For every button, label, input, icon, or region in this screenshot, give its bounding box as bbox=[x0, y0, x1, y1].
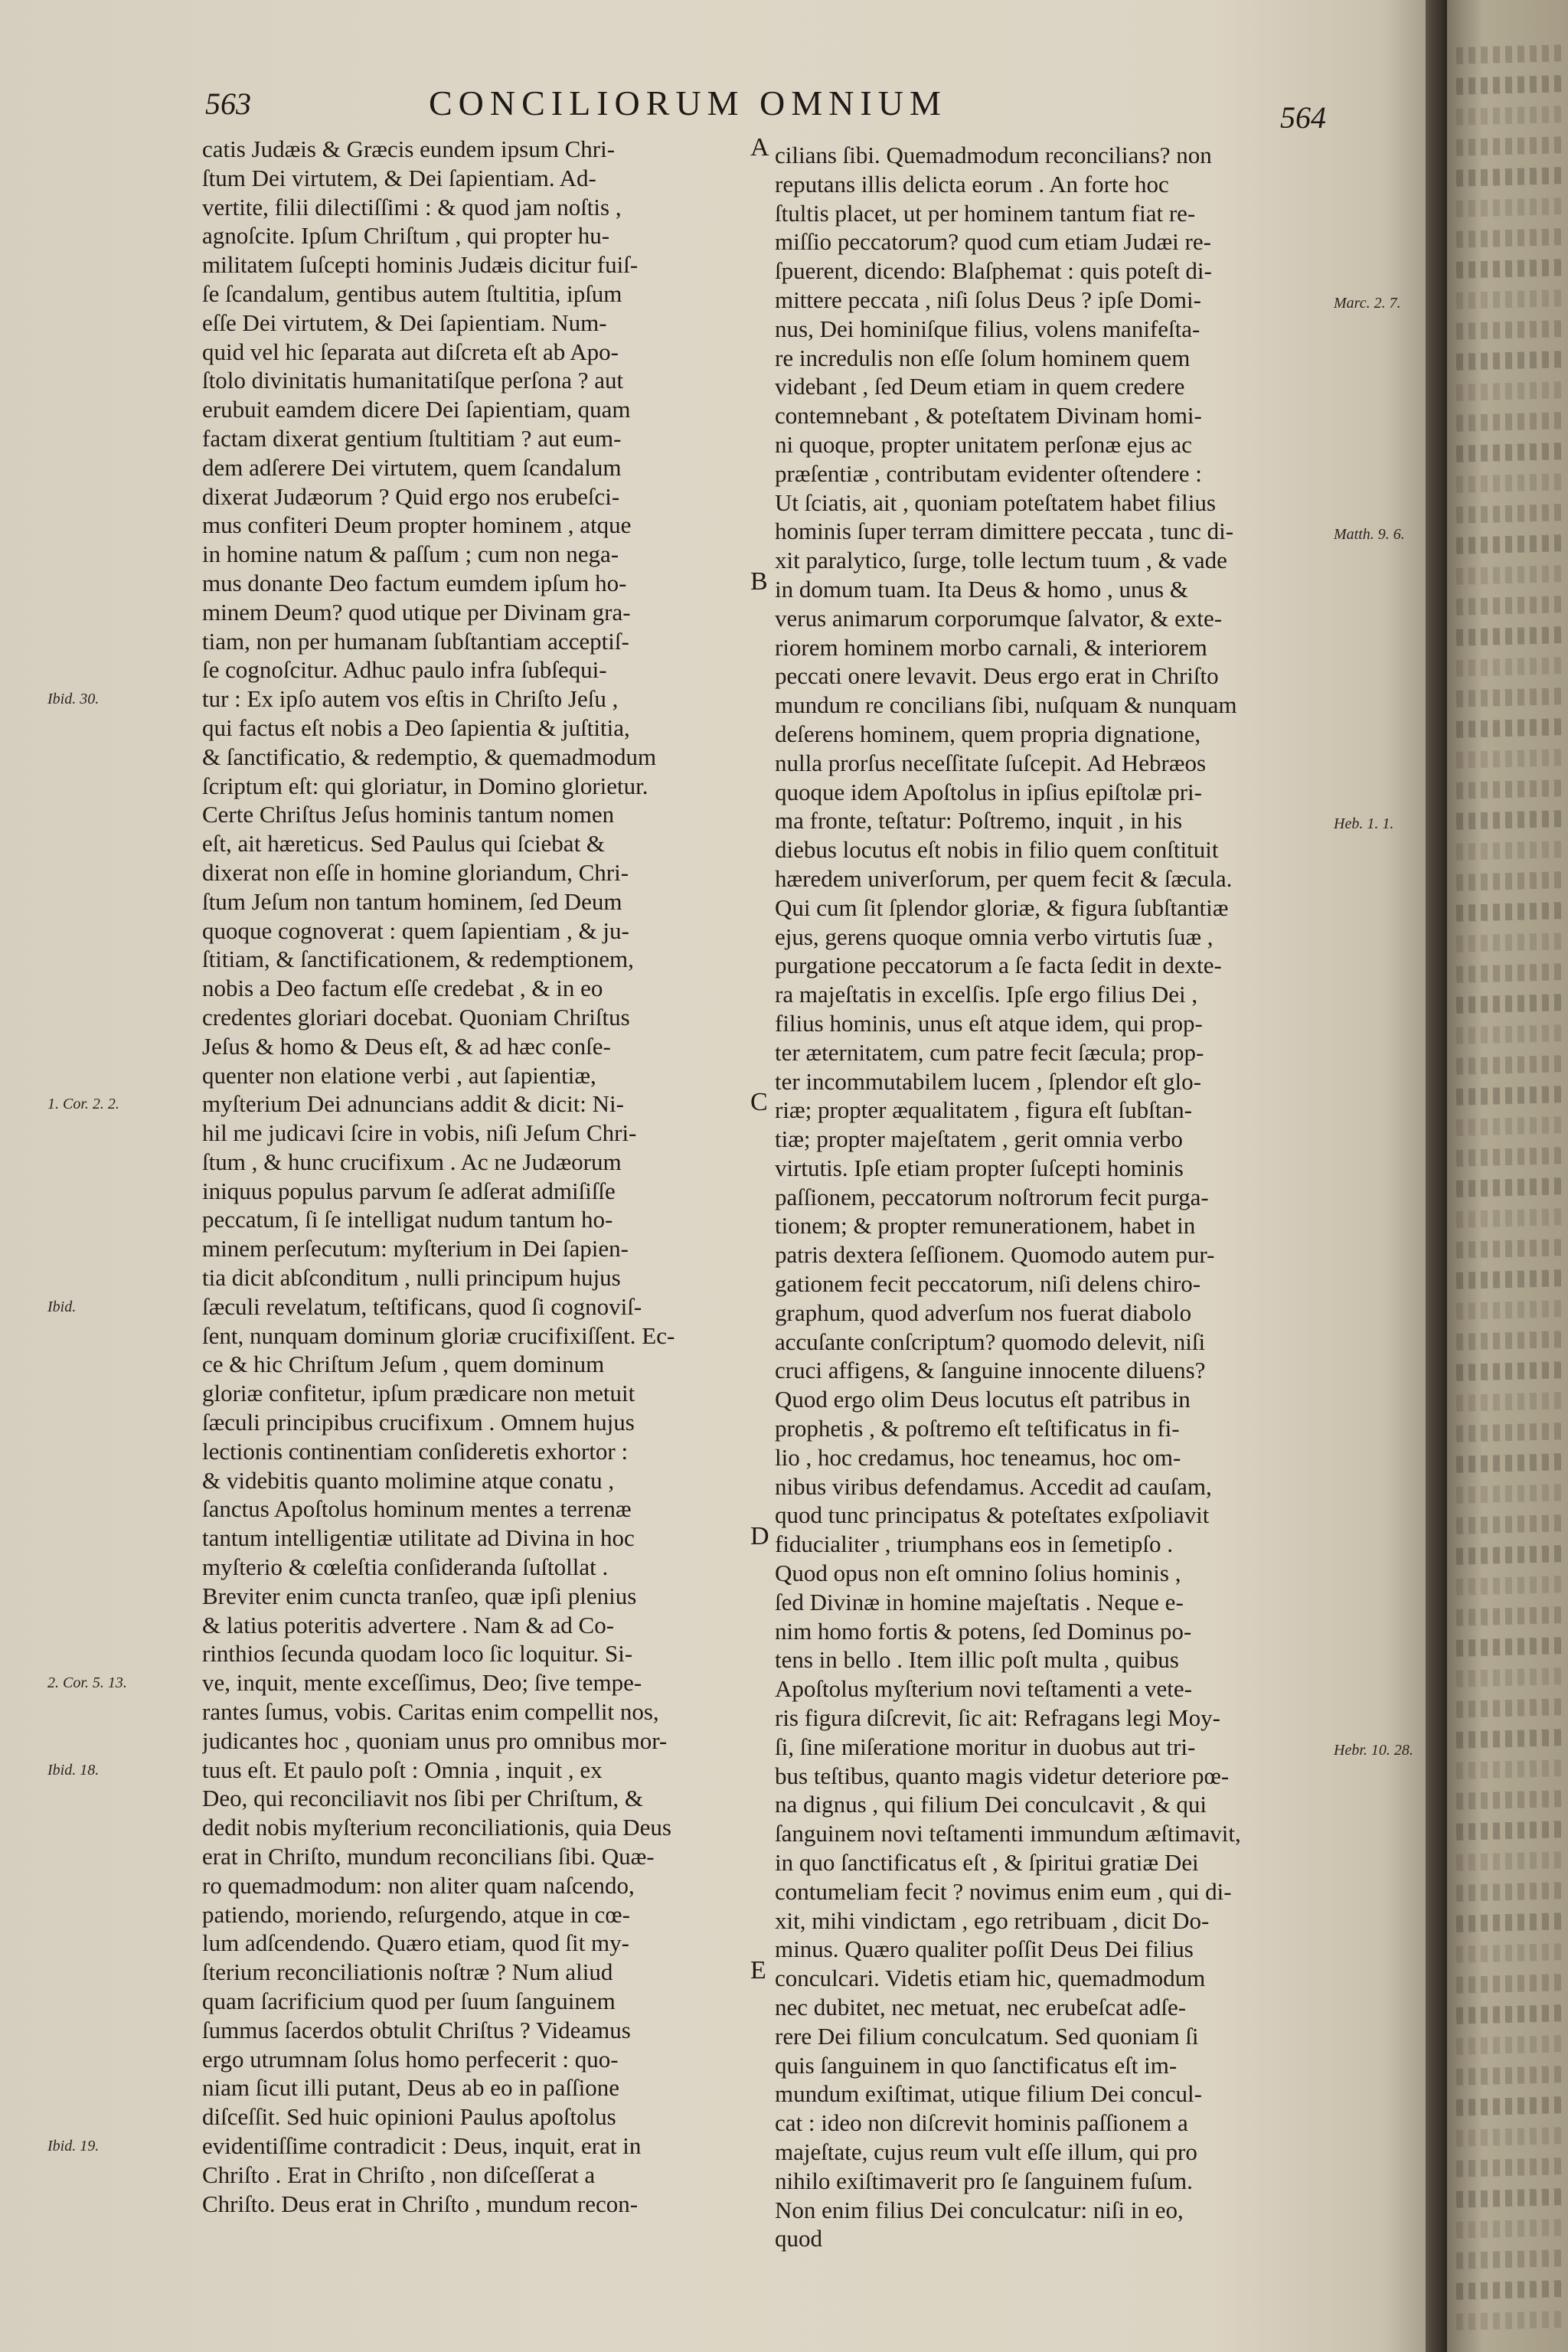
text-line: lum adſcendendo. Quæro etiam, quod ſit my- bbox=[202, 1929, 629, 1957]
facing-page-text-trace bbox=[1456, 2188, 1564, 2208]
text-line: ter æternitatem, cum patre fecit ſæcula; prop- bbox=[775, 1038, 1204, 1066]
facing-page-text-trace bbox=[1456, 1698, 1564, 1718]
text-line: Quod opus non eſt omnino ſolius hominis , bbox=[775, 1560, 1181, 1587]
text-line: rinthios ſecunda quodam loco ſic loquitur. Si- bbox=[202, 1640, 633, 1668]
facing-page-text-trace bbox=[1456, 2127, 1564, 2147]
text-line: tantum intelligentiæ utilitate ad Divina in hoc bbox=[202, 1524, 635, 1552]
facing-page-text-trace bbox=[1456, 534, 1564, 554]
section-marker-letter: D bbox=[750, 1522, 769, 1551]
facing-page-text-trace bbox=[1456, 565, 1564, 585]
margin-citation: 2. Cor. 5. 13. bbox=[47, 1674, 127, 1692]
facing-page-edge bbox=[1447, 0, 1568, 2352]
facing-page-text-trace bbox=[1456, 289, 1564, 309]
text-line: cilians ſibi. Quemadmodum reconcilians? non bbox=[775, 142, 1212, 168]
facing-page-text-trace bbox=[1456, 381, 1564, 401]
facing-page-text-trace bbox=[1456, 963, 1564, 983]
text-line: nim homo fortis & potens, ſed Dominus po- bbox=[775, 1617, 1192, 1645]
text-line: na dignus , qui filium Dei conculcavit , & qui bbox=[775, 1791, 1207, 1818]
facing-page-text-trace bbox=[1456, 2096, 1564, 2116]
facing-page-text-trace bbox=[1456, 1851, 1564, 1871]
facing-page-text-trace bbox=[1456, 1514, 1564, 1534]
text-line: ſpuerent, dicendo: Blaſphemat : quis poteſt di- bbox=[775, 257, 1212, 285]
text-line: patris dextera ſeſſionem. Quomodo autem pur- bbox=[775, 1241, 1215, 1269]
facing-page-text-trace bbox=[1456, 1453, 1564, 1473]
text-line: & videbitis quanto molimine atque conatu , bbox=[202, 1466, 615, 1494]
text-line: rantes ſumus, vobis. Caritas enim compellit nos, bbox=[202, 1698, 659, 1726]
facing-page-text-trace bbox=[1456, 136, 1564, 156]
text-line: myſterio & cœleſtia conſideranda ſuſtollat . bbox=[202, 1553, 609, 1581]
facing-page-text-trace bbox=[1456, 1269, 1564, 1289]
text-line: minem perſecutum: myſterium in Dei ſapien- bbox=[202, 1235, 629, 1263]
facing-page-text-trace bbox=[1456, 1423, 1564, 1442]
facing-page-text-trace bbox=[1456, 259, 1564, 279]
facing-page-text-trace bbox=[1456, 473, 1564, 493]
text-line: quam ſacrificium quod per ſuum ſanguinem bbox=[202, 1988, 616, 2014]
text-line: majeſtate, cujus reum vult eſſe illum, qui pro bbox=[775, 2138, 1197, 2165]
text-line: patiendo, moriendo, reſurgendo, atque in cœ- bbox=[202, 1900, 630, 1928]
text-line: dixerat Judæorum ? Quid ergo nos erubeſci- bbox=[202, 482, 620, 510]
margin-citation: Hebr. 10. 28. bbox=[1334, 1742, 1413, 1759]
text-line: ris figura diſcrevit, ſic ait: Refragans legi Moy- bbox=[775, 1704, 1220, 1732]
text-line: cruci affigens, & ſanguine innocente diluens? bbox=[775, 1357, 1206, 1384]
text-line: tiæ; propter majeſtatem , gerit omnia verbo bbox=[775, 1125, 1183, 1153]
text-line: accuſante conſcriptum? quomodo delevit, niſi bbox=[775, 1328, 1206, 1355]
text-line: erat in Chriſto, mundum reconcilians ſibi. Quæ- bbox=[202, 1843, 655, 1870]
text-line: lio , hoc credamus, hoc teneamus, hoc om- bbox=[775, 1443, 1181, 1471]
facing-page-text-trace bbox=[1456, 106, 1564, 126]
text-line: ſterium reconciliationis noſtræ ? Num aliud bbox=[202, 1958, 613, 1986]
text-line: quoque idem Apoſtolus in ipſius epiſtolæ pri- bbox=[775, 778, 1202, 805]
page-number-right: 564 bbox=[1280, 100, 1326, 135]
text-line: niam ſicut illi putant, Deus ab eo in paſſione bbox=[202, 2074, 619, 2102]
margin-citation: Marc. 2. 7. bbox=[1334, 295, 1401, 312]
text-line: & latius poteritis advertere . Nam & ad Co- bbox=[202, 1611, 615, 1638]
facing-page-text-trace bbox=[1456, 1147, 1564, 1167]
text-line: ra majeſtatis in excelſis. Ipſe ergo filius Dei , bbox=[775, 981, 1198, 1008]
text-line: Breviter enim cuncta tranſeo, quæ ipſi plenius bbox=[202, 1582, 637, 1609]
text-line: ſanguinem novi teſtamenti immundum æſtimavit, bbox=[775, 1820, 1241, 1847]
text-line: conculcari. Videtis etiam hic, quemadmodum bbox=[775, 1965, 1206, 1992]
margin-citation: 1. Cor. 2. 2. bbox=[47, 1096, 119, 1113]
text-line: tia dicit abſconditum , nulli principum hujus bbox=[202, 1264, 621, 1292]
margin-citation: Heb. 1. 1. bbox=[1334, 815, 1394, 833]
text-line: ſe ſcandalum, gentibus autem ſtultitia, ipſum bbox=[202, 279, 622, 307]
facing-page-text-trace bbox=[1456, 1821, 1564, 1841]
text-line: judicantes hoc , quoniam unus pro omnibus mor- bbox=[202, 1726, 668, 1754]
facing-page-text-trace bbox=[1456, 2311, 1564, 2331]
facing-page-text-trace bbox=[1456, 1606, 1564, 1626]
facing-page-text-trace bbox=[1456, 1361, 1564, 1381]
facing-page-text-trace bbox=[1456, 841, 1564, 861]
text-line: dem adſerere Dei virtutem, quem ſcandalum bbox=[202, 453, 622, 481]
facing-page-text-trace bbox=[1456, 688, 1564, 707]
facing-page-text-trace bbox=[1456, 351, 1564, 371]
facing-page-text-trace bbox=[1456, 2280, 1564, 2300]
text-line: minus. Quæro qualiter poſſit Deus Dei filius bbox=[775, 1936, 1194, 1963]
text-line: credentes gloriari docebat. Quoniam Chriſtus bbox=[202, 1003, 630, 1031]
text-line: nobis a Deo factum eſſe credebat , & in eo bbox=[202, 975, 603, 1002]
facing-page-text-trace bbox=[1456, 320, 1564, 340]
text-line: & ſanctificatio, & redemptio, & quemadmodum bbox=[202, 743, 657, 770]
facing-page-text-trace bbox=[1456, 1637, 1564, 1657]
facing-page-text-trace bbox=[1456, 994, 1564, 1014]
text-line: peccatum, ſi ſe intelligat nudum tantum ho- bbox=[202, 1206, 613, 1233]
text-line: nus, Dei hominiſque filius, volens manifeſta- bbox=[775, 315, 1200, 342]
text-line: hæredem univerſorum, per quem fecit & ſæcula. bbox=[775, 864, 1233, 892]
text-line: xit paralytico, ſurge, tolle lectum tuum , & vade bbox=[775, 547, 1227, 574]
text-line: ma fronte, teſtatur: Poſtremo, inquit , in his bbox=[775, 807, 1183, 835]
facing-page-text-trace bbox=[1456, 1178, 1564, 1197]
text-line: tur : Ex ipſo autem vos eſtis in Chriſto Jeſu , bbox=[202, 685, 619, 713]
text-line: peccati onere levavit. Deus ergo erat in Chriſto bbox=[775, 662, 1219, 690]
facing-page-text-trace bbox=[1456, 504, 1564, 524]
text-line: verus animarum corporumque ſalvator, & exte- bbox=[775, 604, 1223, 632]
text-line: virtutis. Ipſe etiam propter ſuſcepti hominis bbox=[775, 1154, 1184, 1181]
text-line: quod tunc principatus & poteſtates exſpoliavit bbox=[775, 1501, 1210, 1529]
left-text-column bbox=[202, 135, 747, 2218]
facing-page-text-trace bbox=[1456, 412, 1564, 432]
facing-page-text-trace bbox=[1456, 1913, 1564, 1932]
text-line: in quo ſanctificatus eſt , & ſpiritui gratiæ Dei bbox=[775, 1849, 1199, 1877]
text-line: nulla prorſus neceſſitate ſuſcepit. Ad Hebræos bbox=[775, 749, 1207, 776]
text-line: Quod ergo olim Deus locutus eſt patribus in bbox=[775, 1386, 1191, 1413]
facing-page-text-trace bbox=[1456, 2004, 1564, 2024]
text-line: tens in bello . Item illic poſt multa , quibus bbox=[775, 1646, 1179, 1674]
facing-page-text-trace bbox=[1456, 779, 1564, 799]
margin-citation: Ibid. 30. bbox=[47, 691, 100, 708]
text-line: quenter non elatione verbi , aut ſapientiæ, bbox=[202, 1061, 596, 1089]
text-line: miſſio peccatorum? quod cum etiam Judæi re- bbox=[775, 228, 1211, 256]
text-line: ni quoque, propter unitatem perſonæ ejus ac bbox=[775, 430, 1192, 458]
text-line: gationem fecit peccatorum, niſi delens chiro- bbox=[775, 1270, 1201, 1298]
text-line: ſtum , & hunc crucifixum . Ac ne Judæorum bbox=[202, 1148, 622, 1175]
facing-page-text-trace bbox=[1456, 443, 1564, 462]
text-line: ſe cognoſcitur. Adhuc paulo infra ſubſequi- bbox=[202, 656, 607, 684]
section-marker-letter: A bbox=[750, 133, 769, 162]
text-line: ſtum Jeſum non tantum hominem, ſed Deum bbox=[202, 887, 622, 915]
text-line: ſæculi principibus crucifixum . Omnem hujus bbox=[202, 1409, 635, 1436]
margin-citation: Ibid. 19. bbox=[47, 2138, 100, 2155]
text-line: re incredulis non eſſe ſolum hominem quem bbox=[775, 344, 1191, 371]
text-line: filius hominis, unus eſt atque idem, qui prop- bbox=[775, 1009, 1203, 1037]
text-line: ſtultis placet, ut per hominem tantum fiat re- bbox=[775, 199, 1196, 227]
facing-page-text-trace bbox=[1456, 1729, 1564, 1749]
text-line: catis Judæis & Græcis eundem ipsum Chri- bbox=[202, 136, 616, 162]
page-number-left: 563 bbox=[205, 87, 251, 121]
text-line: nec dubitet, nec metuat, nec erubeſcat adſe- bbox=[775, 1994, 1187, 2020]
facing-page-text-trace bbox=[1456, 1239, 1564, 1259]
text-line: erubuit eamdem dicere Dei ſapientiam, quam bbox=[202, 396, 631, 423]
text-line: Ut ſciatis, ait , quoniam poteſtatem habet filius bbox=[775, 488, 1216, 516]
text-line: hil me judicavi ſcire in vobis, niſi Jeſum Chri- bbox=[202, 1119, 637, 1147]
text-line: hominis ſuper terram dimittere peccata , tunc di- bbox=[775, 518, 1234, 545]
facing-page-text-trace bbox=[1456, 228, 1564, 248]
text-line: ergo utrumnam ſolus homo perfecerit : quo- bbox=[202, 2045, 619, 2073]
facing-page-text-trace bbox=[1456, 1208, 1564, 1228]
text-line: ſent, nunquam dominum gloriæ crucifixiſſent. Ec- bbox=[202, 1321, 675, 1349]
text-line: ro quemadmodum: non aliter quam naſcendo, bbox=[202, 1871, 635, 1899]
text-line: evidentiſſime contradicit : Deus, inquit, erat in bbox=[202, 2132, 642, 2159]
text-line: qui factus eſt nobis a Deo ſapientia & juſtitia, bbox=[202, 714, 630, 741]
text-line: prophetis , & poſtremo eſt teſtificatus in fi- bbox=[775, 1415, 1180, 1442]
text-line: Certe Chriſtus Jeſus hominis tantum nomen bbox=[202, 801, 615, 828]
text-line: quod bbox=[775, 2225, 822, 2252]
text-line: ſæculi revelatum, teſtificans, quod ſi cognoviſ- bbox=[202, 1292, 642, 1320]
facing-page-text-trace bbox=[1456, 718, 1564, 738]
text-line: Chriſto . Erat in Chriſto , non diſceſſerat a bbox=[202, 2161, 596, 2188]
text-line: Chriſto. Deus erat in Chriſto , mundum recon- bbox=[202, 2190, 639, 2217]
text-line: reputans illis delicta eorum . An forte hoc bbox=[775, 170, 1169, 198]
text-line: bus teſtibus, quanto magis videtur deteriore pœ- bbox=[775, 1762, 1230, 1789]
text-line: tuus eſt. Et paulo poſt : Omnia , inquit , ex bbox=[202, 1756, 603, 1783]
facing-page-text-trace bbox=[1456, 1300, 1564, 1320]
text-line: diebus locutus eſt nobis in filio quem conſtituit bbox=[775, 836, 1219, 864]
facing-page-text-trace bbox=[1456, 44, 1564, 64]
text-line: eſt, ait hæreticus. Sed Paulus qui ſciebat & bbox=[202, 830, 606, 858]
text-line: agnoſcite. Ipſum Chriſtum , qui propter hu- bbox=[202, 222, 610, 250]
facing-page-text-trace bbox=[1456, 933, 1564, 952]
text-line: contumeliam fecit ? novimus enim eum , qui di- bbox=[775, 1877, 1232, 1905]
text-line: lectionis continentiam conſideretis exhortor : bbox=[202, 1437, 629, 1465]
facing-page-text-trace bbox=[1456, 1882, 1564, 1902]
text-line: Apoſtolus myſterium novi teſtamenti a vete- bbox=[775, 1675, 1192, 1703]
text-line: mus donante Deo factum eumdem ipſum ho- bbox=[202, 569, 627, 596]
text-line: quid vel hic ſeparata aut diſcreta eſt ab Apo- bbox=[202, 338, 619, 365]
text-line: militatem ſuſcepti hominis Judæis dicitur fuiſ- bbox=[202, 251, 639, 279]
section-marker-letter: E bbox=[750, 1956, 766, 1985]
text-line: ſanctus Apoſtolus hominum mentes a terrenæ bbox=[202, 1495, 632, 1523]
facing-page-text-trace bbox=[1456, 596, 1564, 616]
text-line: contemnebant , & poteſtatem Divinam homi- bbox=[775, 402, 1202, 430]
margin-citation: Ibid. bbox=[47, 1298, 77, 1315]
text-line: graphum, quod adverſum nos fuerat diabolo bbox=[775, 1298, 1192, 1326]
facing-page-text-trace bbox=[1456, 2066, 1564, 2086]
text-line: tionem; & propter remunerationem, habet in bbox=[775, 1212, 1196, 1240]
text-line: ejus, gerens quoque omnia verbo virtutis ſuæ , bbox=[775, 923, 1214, 950]
running-title: CONCILIORUM OMNIUM bbox=[429, 83, 947, 122]
facing-page-text-trace bbox=[1456, 2249, 1564, 2269]
text-line: purgatione peccatorum a ſe facta ſedit in dexte- bbox=[775, 952, 1222, 979]
text-line: ſtolo divinitatis humanitatiſque perſona ? aut bbox=[202, 367, 624, 394]
text-line: nibus viribus defendamus. Accedit ad cauſam, bbox=[775, 1472, 1212, 1500]
facing-page-text-trace bbox=[1456, 657, 1564, 677]
facing-page-text-trace bbox=[1456, 1943, 1564, 1963]
right-text-column bbox=[775, 141, 1328, 2253]
facing-page-text-trace bbox=[1456, 1392, 1564, 1412]
text-line: mundum exiſtimat, utique filium Dei concul- bbox=[775, 2080, 1202, 2108]
text-line: fiducialiter , triumphans eos in ſemetipſo . bbox=[775, 1530, 1173, 1558]
margin-citation: Matth. 9. 6. bbox=[1334, 526, 1405, 544]
text-line: Jeſus & homo & Deus eſt, & ad hæc conſe- bbox=[202, 1032, 611, 1060]
text-line: ve, inquit, mente exceſſimus, Deo; ſive tempe- bbox=[202, 1669, 642, 1697]
text-line: paſſionem, peccatorum noſtrorum fecit purga- bbox=[775, 1183, 1209, 1210]
text-line: mittere peccata , niſi ſolus Deus ? ipſe Domi- bbox=[775, 286, 1201, 313]
text-line: Non enim filius Dei conculcatur: niſi in eo, bbox=[775, 2196, 1184, 2223]
facing-page-text-trace bbox=[1456, 626, 1564, 646]
text-line: præſentiæ , contributam evidenter oſtendere : bbox=[775, 459, 1202, 487]
text-line: ſed Divinæ in homine majeſtatis . Neque e- bbox=[775, 1588, 1184, 1615]
text-line: Deo, qui reconciliavit nos ſibi per Chriſtum, & bbox=[202, 1785, 643, 1812]
facing-page-text-trace bbox=[1456, 871, 1564, 891]
text-line: mundum re concilians ſibi, nuſquam & nunquam bbox=[775, 691, 1237, 719]
text-line: diſceſſit. Sed huic opinioni Paulus apoſtolus bbox=[202, 2103, 616, 2131]
text-line: ter incommutabilem lucem , ſplendor eſt glo- bbox=[775, 1067, 1201, 1095]
facing-page-text-trace bbox=[1456, 2035, 1564, 2055]
facing-page-text-trace bbox=[1456, 1086, 1564, 1106]
facing-page-text-trace bbox=[1456, 1576, 1564, 1596]
section-marker-letter: C bbox=[750, 1088, 768, 1117]
facing-page-text-trace bbox=[1456, 75, 1564, 95]
text-line: factam dixerat gentium ſtultitiam ? aut eum- bbox=[202, 424, 622, 452]
margin-citation: Ibid. 18. bbox=[47, 1761, 100, 1779]
facing-page-text-trace bbox=[1456, 2219, 1564, 2239]
facing-page-text-trace bbox=[1456, 167, 1564, 187]
text-line: mus confiteri Deum propter hominem , atque bbox=[202, 511, 632, 539]
text-line: xit, mihi vindictam , ego retribuam , dicit Do- bbox=[775, 1906, 1210, 1934]
facing-page-text-trace bbox=[1456, 1055, 1564, 1075]
book-gutter bbox=[1426, 0, 1447, 2352]
facing-page-text-trace bbox=[1456, 1759, 1564, 1779]
facing-page-text-trace bbox=[1456, 1024, 1564, 1044]
facing-page-text-trace bbox=[1456, 2158, 1564, 2177]
text-line: iniquus populus parvum ſe adſerat admiſiſſe bbox=[202, 1177, 616, 1204]
facing-page-text-trace bbox=[1456, 902, 1564, 922]
text-line: ſcriptum eſt: qui gloriatur, in Domino glorietur. bbox=[202, 772, 648, 799]
text-line: riorem hominem morbo carnali, & interiorem bbox=[775, 633, 1207, 661]
text-line: deſerens hominem, quem propria dignatione, bbox=[775, 720, 1201, 747]
text-line: eſſe Dei virtutem, & Dei ſapientiam. Num- bbox=[202, 309, 607, 336]
text-line: cat : ideo non diſcrevit hominis paſſionem a bbox=[775, 2109, 1188, 2137]
text-line: dedit nobis myſterium reconciliationis, quia Deus bbox=[202, 1814, 671, 1841]
facing-page-text-trace bbox=[1456, 810, 1564, 830]
text-line: riæ; propter æqualitatem , figura eſt ſubſtan- bbox=[775, 1096, 1192, 1124]
facing-page-text-trace bbox=[1456, 198, 1564, 217]
text-line: nihilo exiſtimaverit pro ſe ſanguinem fuſum. bbox=[775, 2167, 1193, 2194]
text-line: myſterium Dei adnuncians addit & dicit: Ni- bbox=[202, 1090, 624, 1118]
text-line: ſtum Dei virtutem, & Dei ſapientiam. Ad- bbox=[202, 164, 596, 191]
text-line: rere Dei filium conculcatum. Sed quoniam ſi bbox=[775, 2022, 1199, 2050]
facing-page-text-trace bbox=[1456, 1331, 1564, 1351]
text-line: quis ſanguinem in quo ſanctificatus eſt im- bbox=[775, 2051, 1178, 2079]
text-line: videbant , ſed Deum etiam in quem credere bbox=[775, 373, 1185, 400]
text-line: vertite, filii dilectiſſimi : & quod jam noſtis , bbox=[202, 193, 622, 220]
text-line: ſummus ſacerdos obtulit Chriſtus ? Videamus bbox=[202, 2016, 631, 2043]
text-line: ſtitiam, & ſanctificationem, & redemptionem, bbox=[202, 946, 634, 973]
text-line: ſi, ſine miſeratione moritur in duobus aut tri- bbox=[775, 1733, 1196, 1760]
facing-page-text-trace bbox=[1456, 1116, 1564, 1136]
text-line: in homine natum & paſſum ; cum non nega- bbox=[202, 541, 619, 568]
section-marker-letter: B bbox=[750, 567, 768, 596]
text-line: minem Deum? quod utique per Divinam gra- bbox=[202, 598, 631, 626]
text-line: ce & hic Chriſtum Jeſum , quem dominum bbox=[202, 1351, 605, 1378]
text-line: in domum tuam. Ita Deus & homo , unus & bbox=[775, 575, 1188, 603]
text-line: gloriæ confitetur, ipſum prædicare non metuit bbox=[202, 1380, 635, 1407]
text-line: quoque cognoverat : quem ſapientiam , & ju- bbox=[202, 916, 629, 944]
text-line: dixerat non eſſe in homine gloriandum, Chri- bbox=[202, 858, 629, 886]
facing-page-text-trace bbox=[1456, 1484, 1564, 1504]
facing-page-text-trace bbox=[1456, 1790, 1564, 1810]
facing-page-text-trace bbox=[1456, 1545, 1564, 1565]
facing-page-text-trace bbox=[1456, 749, 1564, 769]
text-line: Qui cum ſit ſplendor gloriæ, & figura ſubſtantiæ bbox=[775, 893, 1229, 921]
facing-page-text-trace bbox=[1456, 1974, 1564, 1994]
text-line: tiam, non per humanam ſubſtantiam acceptiſ- bbox=[202, 627, 629, 655]
facing-page-text-trace bbox=[1456, 1668, 1564, 1687]
